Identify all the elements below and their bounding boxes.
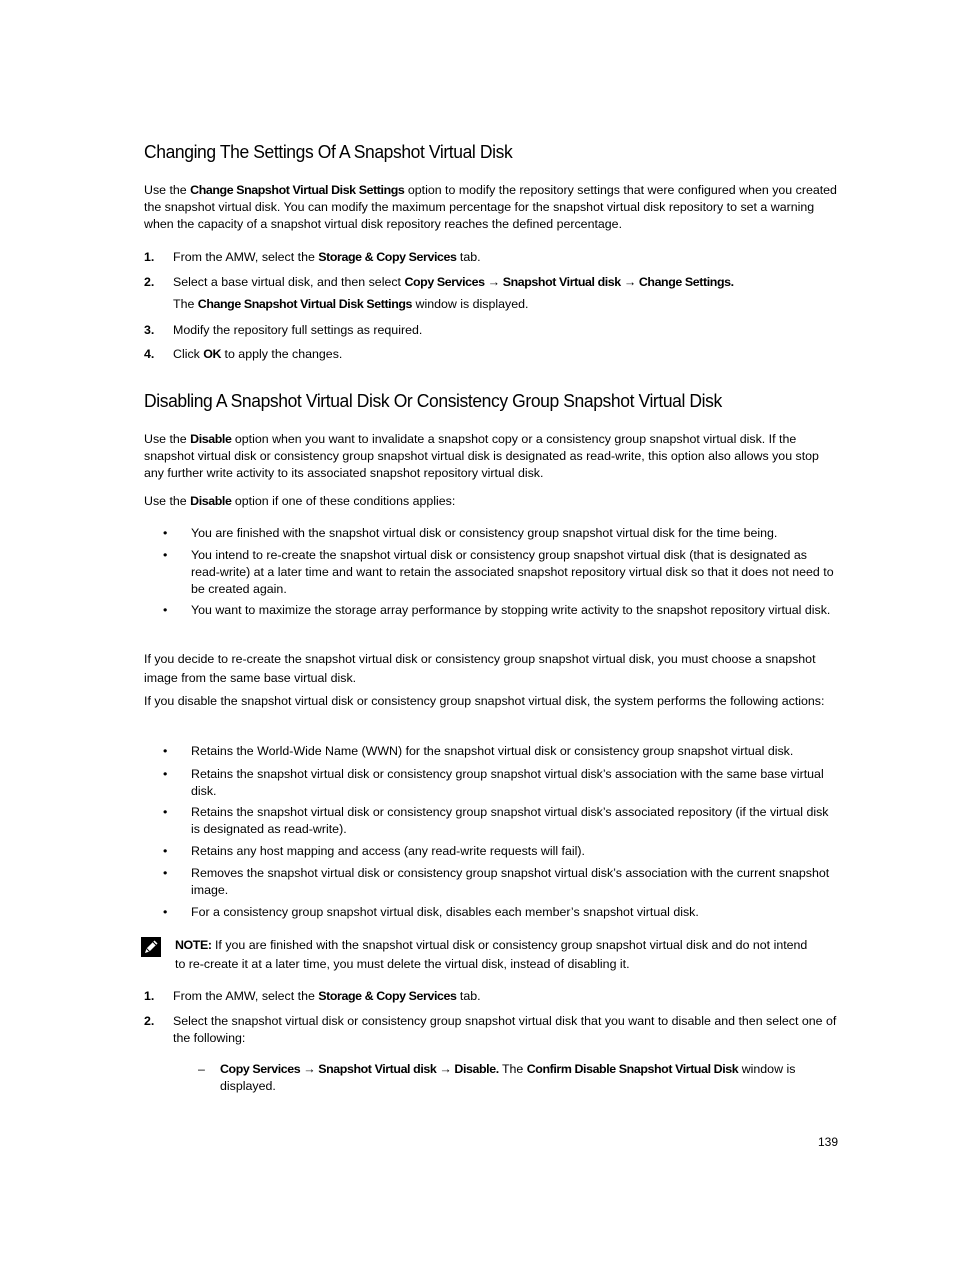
bullet-icon: •: [163, 603, 168, 617]
bullet-icon: •: [163, 905, 168, 919]
bullet-icon: •: [163, 744, 168, 758]
bullet-icon: •: [163, 526, 168, 540]
bullet-icon: •: [163, 805, 168, 819]
recreate-paragraph: If you decide to re-create the snapshot virtual disk or consistency group snapshot virtual disk, you must choose a snapshot image from the same base virtual disk.: [144, 652, 816, 685]
bullet-icon: •: [163, 767, 168, 781]
bullet-icon: •: [163, 844, 168, 858]
page-number: 139: [817, 1135, 838, 1149]
actions-intro: If you disable the snapshot virtual disk or consistency group snapshot virtual disk, the system performs the following actions:: [144, 694, 825, 708]
pencil-note-icon: [141, 937, 161, 957]
bullet-icon: •: [163, 866, 168, 880]
intro-paragraph: Use the Disable option when you want to invalidate a snapshot copy or a consistency group snapshot virtual disk. If the snapshot virtual disk or consistency group snapshot virtual disk is designated as read-write, this option also allows you stop any further write activity to its associated snapshot repository virtual disk.: [144, 432, 819, 480]
conditions-intro: Use the Disable option if one of these conditions applies:: [144, 494, 456, 508]
intro-paragraph: Use the Change Snapshot Virtual Disk Settings option to modify the repository settings that were configured when you created the snapshot virtual disk. You can modify the maximum percentage for the snapshot virtual disk repository to set a warning when the capacity of a snapshot virtual disk repository reaches the defined percentage.: [144, 183, 837, 231]
section-heading-change-settings: Changing The Settings Of A Snapshot Virtual Disk: [144, 140, 513, 163]
bullet-icon: •: [163, 548, 168, 562]
section-heading-disabling: Disabling A Snapshot Virtual Disk Or Consistency Group Snapshot Virtual Disk: [144, 389, 722, 412]
